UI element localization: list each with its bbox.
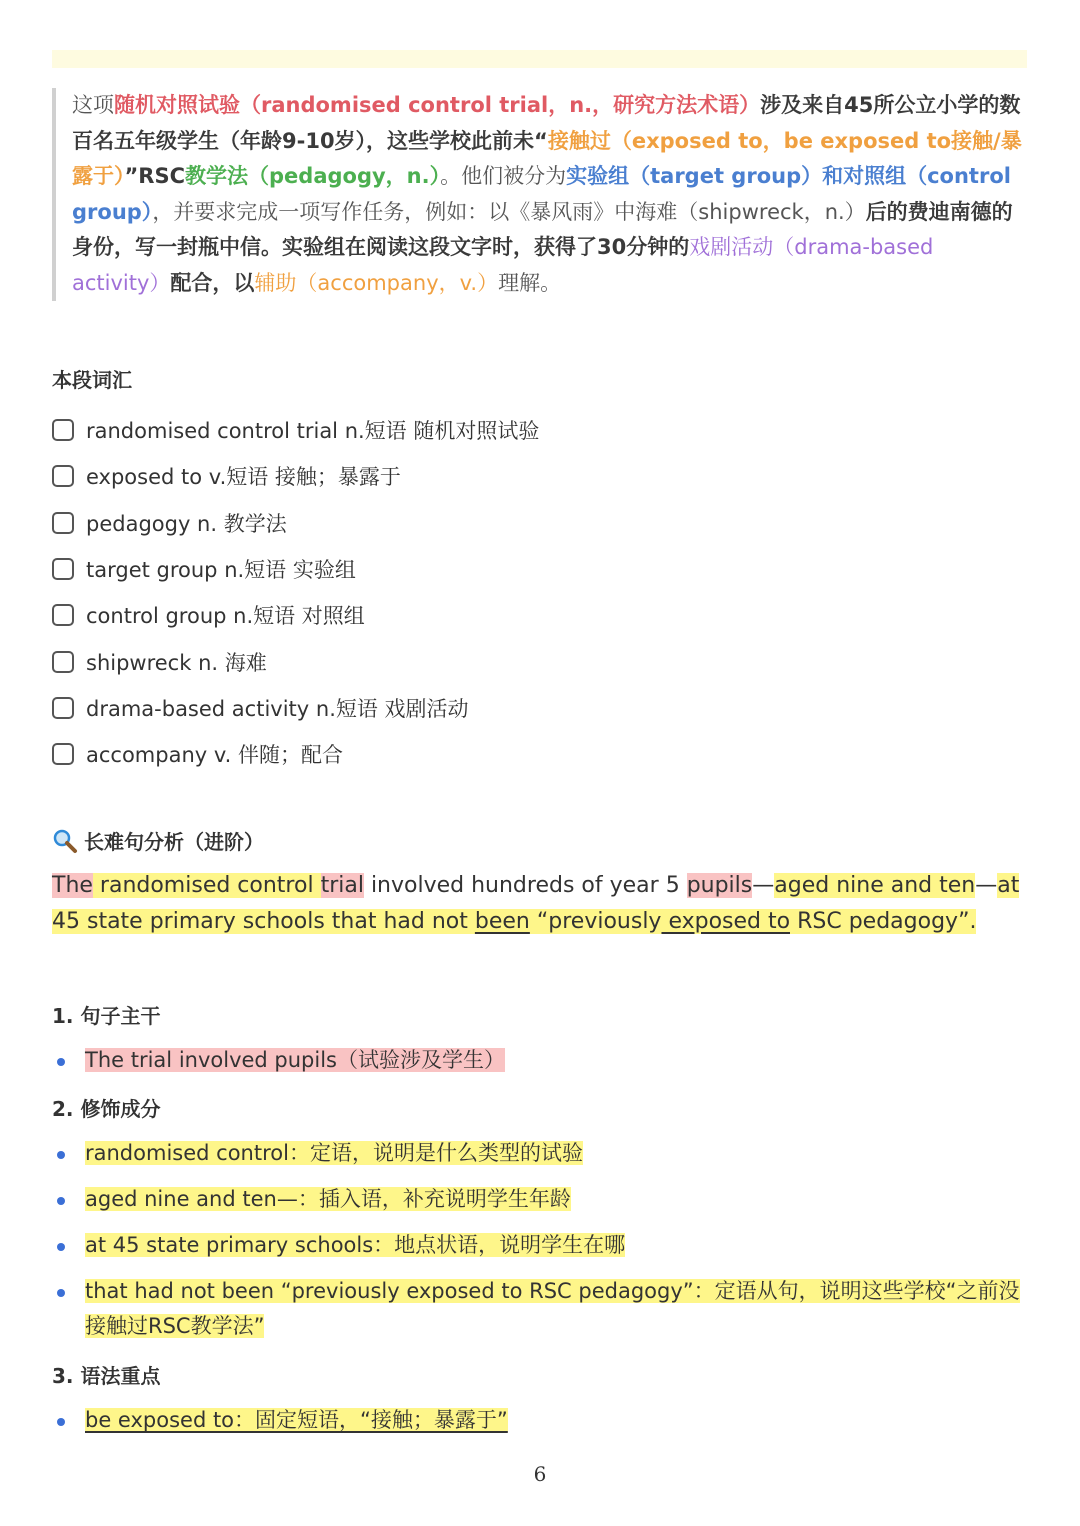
bullet-dot bbox=[57, 1243, 65, 1251]
quote-text: 理解。 bbox=[498, 270, 562, 295]
checkbox[interactable] bbox=[52, 465, 74, 487]
checkbox[interactable] bbox=[52, 651, 74, 673]
vocab-item bbox=[52, 592, 539, 638]
term-exposed-to: 接触过（exposed to，be exposed to接触/暴露于） bbox=[72, 128, 1022, 188]
bullet-dot bbox=[57, 1289, 65, 1297]
vocab-label: drama-based activity n.短语 戏剧活动 bbox=[86, 696, 469, 721]
bullet-list bbox=[52, 1136, 1020, 1355]
vocab-label: shipwreck n. 海难 bbox=[86, 650, 267, 675]
list-item-text: that had not been “previously exposed to RSC pedagogy”：定语从句，说明这些学校“之前没接触过RSC教学法” bbox=[85, 1279, 1020, 1338]
checkbox[interactable] bbox=[52, 697, 74, 719]
vocab-item bbox=[52, 500, 539, 546]
vocab-label: exposed to v.短语 接触；暴露于 bbox=[86, 465, 401, 490]
list-item-text: be exposed to：固定短语，“接触；暴露于” bbox=[85, 1408, 508, 1432]
sentence-part: exposed to bbox=[661, 908, 791, 934]
sentence-part: — bbox=[975, 873, 998, 898]
magnifier-icon bbox=[52, 828, 78, 854]
vocab-checklist bbox=[52, 407, 539, 777]
vocab-label: randomised control trial n.短语 随机对照试验 bbox=[86, 419, 540, 444]
analysis-heading-row bbox=[52, 826, 264, 855]
analyzed-sentence bbox=[52, 868, 1032, 939]
sentence-part: RSC pedagogy” bbox=[790, 908, 970, 934]
sentence-part: — bbox=[752, 873, 775, 898]
sentence-part: randomised control bbox=[92, 873, 321, 898]
quote-text: 涉及来自45所公立小学的数百名五年级学生（年龄9-10岁），这些学校此前未“ bbox=[72, 93, 1021, 153]
list-item bbox=[52, 1403, 1020, 1438]
term-accompany: 辅助（accompany，v.） bbox=[254, 270, 499, 295]
bullet-dot bbox=[57, 1197, 65, 1205]
bullet-dot bbox=[57, 1058, 65, 1066]
page-number: 6 bbox=[533, 1462, 547, 1486]
checkbox[interactable] bbox=[52, 558, 74, 580]
sentence-part: aged nine and ten bbox=[774, 873, 976, 898]
sentence-part: . bbox=[969, 908, 977, 934]
list-item-text: randomised control：定语，说明是什么类型的试验 bbox=[85, 1141, 583, 1165]
bullet-dot bbox=[57, 1151, 65, 1159]
analysis-heading: 长难句分析（进阶） bbox=[84, 830, 264, 854]
sentence-part: The bbox=[52, 873, 93, 898]
vocab-label: pedagogy n. 教学法 bbox=[86, 511, 287, 536]
quote-text: 这项 bbox=[72, 93, 114, 117]
checkbox[interactable] bbox=[52, 743, 74, 765]
quote-text: ”RSC bbox=[124, 164, 186, 188]
sentence-part: involved hundreds of year 5 bbox=[363, 873, 687, 898]
quote-text: 后的费迪南德的身份，写一封瓶中信。实验组在阅读这段文字时，获得了30分钟的 bbox=[72, 199, 1013, 259]
checkbox[interactable] bbox=[52, 604, 74, 626]
section-heading: 1. 句子主干 bbox=[52, 1004, 161, 1028]
bullet-list bbox=[52, 1403, 1020, 1449]
quote-text: 配合，以 bbox=[170, 270, 255, 295]
checkbox[interactable] bbox=[52, 419, 74, 441]
list-item bbox=[52, 1274, 1020, 1344]
vocab-item bbox=[52, 453, 539, 499]
list-item bbox=[52, 1136, 1020, 1171]
vocab-label: target group n.短语 实验组 bbox=[86, 558, 356, 583]
list-item-text: aged nine and ten—：插入语，补充说明学生年龄 bbox=[85, 1187, 571, 1211]
list-item bbox=[52, 1182, 1020, 1217]
top-highlight-band bbox=[52, 50, 1027, 68]
list-item-text: at 45 state primary schools：地点状语，说明学生在哪 bbox=[85, 1233, 626, 1257]
checkbox[interactable] bbox=[52, 512, 74, 534]
term-drama-based-activity: 戏剧活动（drama-based activity） bbox=[72, 235, 934, 295]
term-randomised-control-trial: 随机对照试验（randomised control trial，n.，研究方法术语） bbox=[114, 93, 761, 117]
section-heading: 3. 语法重点 bbox=[52, 1364, 161, 1388]
term-pedagogy: 教学法（pedagogy，n.） bbox=[185, 164, 441, 188]
sentence-part: pupils bbox=[686, 873, 753, 898]
term-target-control-group: 实验组（target group）和对照组（control group） bbox=[72, 164, 1011, 224]
list-item bbox=[52, 1043, 1020, 1078]
list-item bbox=[52, 1228, 1020, 1263]
list-item-text: The trial involved pupils（试验涉及学生） bbox=[85, 1048, 505, 1072]
vocab-item bbox=[52, 638, 539, 684]
vocab-item bbox=[52, 731, 539, 777]
section-heading: 2. 修饰成分 bbox=[52, 1097, 161, 1121]
vocab-label: accompany v. 伴随；配合 bbox=[86, 743, 344, 768]
sentence-part: been bbox=[474, 908, 530, 934]
sentence-part: that had not bbox=[324, 908, 475, 934]
bullet-list bbox=[52, 1043, 1020, 1089]
vocab-item bbox=[52, 407, 539, 453]
sentence-part: “previously bbox=[529, 908, 662, 934]
bullet-dot bbox=[57, 1418, 65, 1426]
sentence-part: at 45 state primary schools bbox=[52, 873, 1020, 934]
vocab-label: control group n.短语 对照组 bbox=[86, 604, 365, 629]
quote-text: 。他们被分为 bbox=[440, 164, 567, 188]
vocab-item bbox=[52, 546, 539, 592]
vocab-heading: 本段词汇 bbox=[52, 368, 132, 392]
vocab-item bbox=[52, 685, 539, 731]
paragraph-translation-quote bbox=[52, 88, 1024, 301]
quote-text: ，并要求完成一项写作任务，例如：以《暴风雨》中海难（shipwreck，n.） bbox=[152, 199, 866, 224]
sentence-part: trial bbox=[320, 873, 364, 898]
